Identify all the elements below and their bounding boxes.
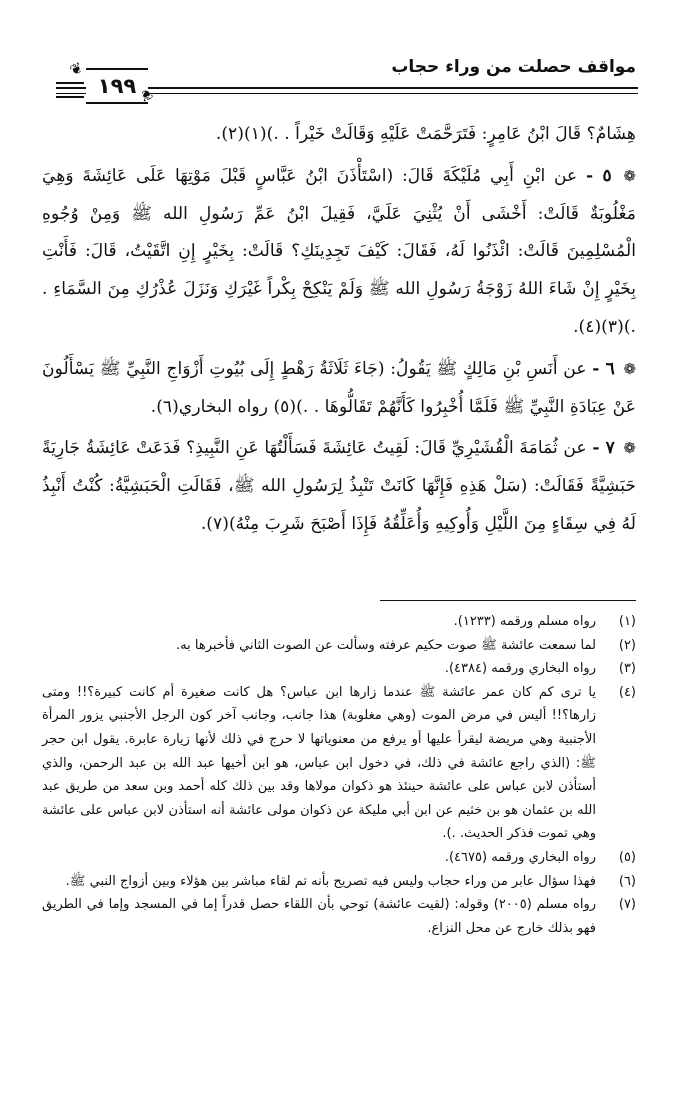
- paragraph-text: عن ابْنِ أَبِي مُلَيْكَةَ قَالَ: (اسْتَأْذَنَ ابْنُ عَبَّاسٍ قَبْلَ مَوْتِهَا عَلَى عَائِشَةَ وَهِيَ مَغْلُوبَةٌ قَالَتْ: أَخْشَى أَنْ يُثْنِيَ عَلَيَّ، فَقِيلَ ابْنُ عَمِّ رَسُولِ الله ﷺ وَمِنْ وُجُوهِ الْمُسْلِمِينَ قَالَتْ: ائْذَنُوا لَهُ، فَقَالَ: كَيْفَ تَجِدِينَكِ؟ قَالَتْ: بِخَيْرٍ إِنِ اتَّقَيْتُ، قَالَ: فَأَنْتِ بِخَيْرٍ إِنْ شَاءَ اللهُ زَوْجَةُ رَسُولِ الله ﷺ وَلَمْ يَنْكِحْ بِكْراً غَيْرَكِ وَنَزَلَ عُذْرُكِ مِنَ السَّمَاءِ . .)(٣)(٤).: [42, 165, 636, 337]
- footnote: [42, 681, 636, 846]
- leaf-ornament-icon: ❦: [66, 58, 86, 80]
- footnote-text: رواه مسلم ورقمه (١٢٣٣).: [453, 614, 596, 629]
- footnote-number: (٦): [618, 873, 636, 889]
- footnote: [42, 893, 636, 940]
- running-header-title: مواقف حصلت من وراء حجاب: [391, 57, 636, 77]
- footnote-separator: [380, 600, 636, 601]
- flower-marker-icon: ❁: [623, 359, 637, 378]
- page-number-box: [86, 68, 148, 104]
- footnote: [42, 634, 636, 658]
- paragraph-text: عن أَنَسِ بْنِ مَالِكٍ ﷺ يَقُولُ: (جَاءَ ثَلَاثَةُ رَهْطٍ إِلَى بُيُوتِ أَزْوَاجِ النَّبِيِّ ﷺ يَسْأَلُونَ عَنْ عِبَادَةِ النَّبِيِّ ﷺ فَلَمَّا أُخْبِرُوا كَأَنَّهُمْ تَقَالُّوهَا . .)(٥) رواه البخاري(٦).: [42, 358, 636, 417]
- footnote-text: يا ترى كم كان عمر عائشة ﷺ عندما زارها ابن عباس؟ هل كانت صغيرة أم كانت كبيرة؟!! ومتى زارها؟!! أليس في مرض الموت (وهي مغلوبة) هذا جانب، وجانب آخر كون الرجل الأجنبي يزور المرأة الأجنبية وهي مريضة ليقرأ عليها أو يرفع من معنوياتها لا حرج في ذلك لأنها زيارة عابرة. يقول ابن حجر ﷺ: (الذي راجع عائشة في ذلك، في دخول ابن عباس، هو ابن أخيها عبد الله بن عبد الرحمن، والذي أستأذن لابن عباس على عائشة حينئذ هو ذكوان مولاها وقد بين ذلك كله أحمد وبن سعد من طريق عبد الله بن عثمان هو بن خثيم عن ابن أبي مليكة عن ذكوان مولى عائشة أنه استأذن لابن عباس على عائشة وهي تموت فذكر الحديث. .).: [42, 684, 596, 842]
- footnote-number: (١): [618, 614, 636, 629]
- footnote: [42, 657, 636, 681]
- main-text: [42, 116, 636, 544]
- hadith-paragraph-5: [42, 158, 636, 347]
- flower-marker-icon: ❁: [623, 439, 636, 458]
- footnote-number: (٢): [618, 637, 636, 653]
- hadith-number: ٦ -: [592, 358, 615, 379]
- footnote-text: فهذا سؤال عابر من وراء حجاب وليس فيه تصريح بأنه تم لقاء مباشر بين هؤلاء وبين أزواج النبي ﷺ.: [65, 873, 596, 889]
- footnote-text: رواه مسلم (٢٠٠٥) وقوله: (لقيت عائشة) توحي بأن اللقاء حصل قدراً إما في المسجد وإما في الطريق فهو بذلك خارج عن محل النزاع.: [42, 897, 596, 936]
- paragraph-text: هِشَامٌ؟ قَالَ ابْنُ عَامِرٍ: فَتَرَحَّمَتْ عَلَيْهِ وَقَالَتْ خَيْراً . .)(١)(٢).: [215, 124, 636, 144]
- paragraph-continuation: [42, 116, 636, 154]
- footnote-text: لما سمعت عائشة ﷺ صوت حكيم عرفته وسألت عن الصوت الثاني فأخبرها به.: [176, 637, 596, 653]
- page-number: ١٩٩: [97, 74, 137, 98]
- footnote-text: رواه البخاري ورقمه (٤٣٨٤).: [444, 661, 596, 677]
- hadith-paragraph-7: [42, 430, 636, 543]
- hadith-paragraph-6: [42, 351, 636, 427]
- header-double-rule-left: [56, 82, 84, 98]
- footnotes: [42, 610, 636, 940]
- footnote: [42, 846, 636, 870]
- flower-marker-icon: ❁: [623, 166, 636, 185]
- footnote: [42, 610, 636, 634]
- footnote-number: (٣): [618, 661, 636, 677]
- leaf-ornament-icon: ❦: [136, 84, 156, 106]
- hadith-number: ٥ -: [586, 165, 612, 186]
- hadith-number: ٧ -: [592, 438, 615, 459]
- footnote-number: (٧): [618, 897, 636, 913]
- footnote-number: (٤): [618, 684, 636, 700]
- footnote-number: (٥): [618, 849, 636, 865]
- footnote: [42, 870, 636, 894]
- footnote-text: رواه البخاري ورقمه (٤٦٧٥).: [444, 849, 596, 865]
- paragraph-text: عن ثُمَامَةَ الْقُشَيْرِيِّ قَالَ: لَقِيتُ عَائِشَةَ فَسَأَلْتُهَا عَنِ النَّبِيذِ؟ فَدَعَتْ عَائِشَةُ جَارِيَةً حَبَشِيَّةً فَقَالَتْ: (سَلْ هَذِهِ فَإِنَّهَا كَانَتْ تَنْبِذُ لِرَسُولِ الله ﷺ، فَقَالَتِ الْحَبَشِيَّةُ: كُنْتُ أَنْبِذُ لَهُ فِي سِقَاءٍ مِنَ اللَّيْلِ وَأُوكِيهِ وَأُعَلِّقُهُ فَإِذَا أَصْبَحَ شَرِبَ مِنْهُ)(٧).: [42, 438, 636, 534]
